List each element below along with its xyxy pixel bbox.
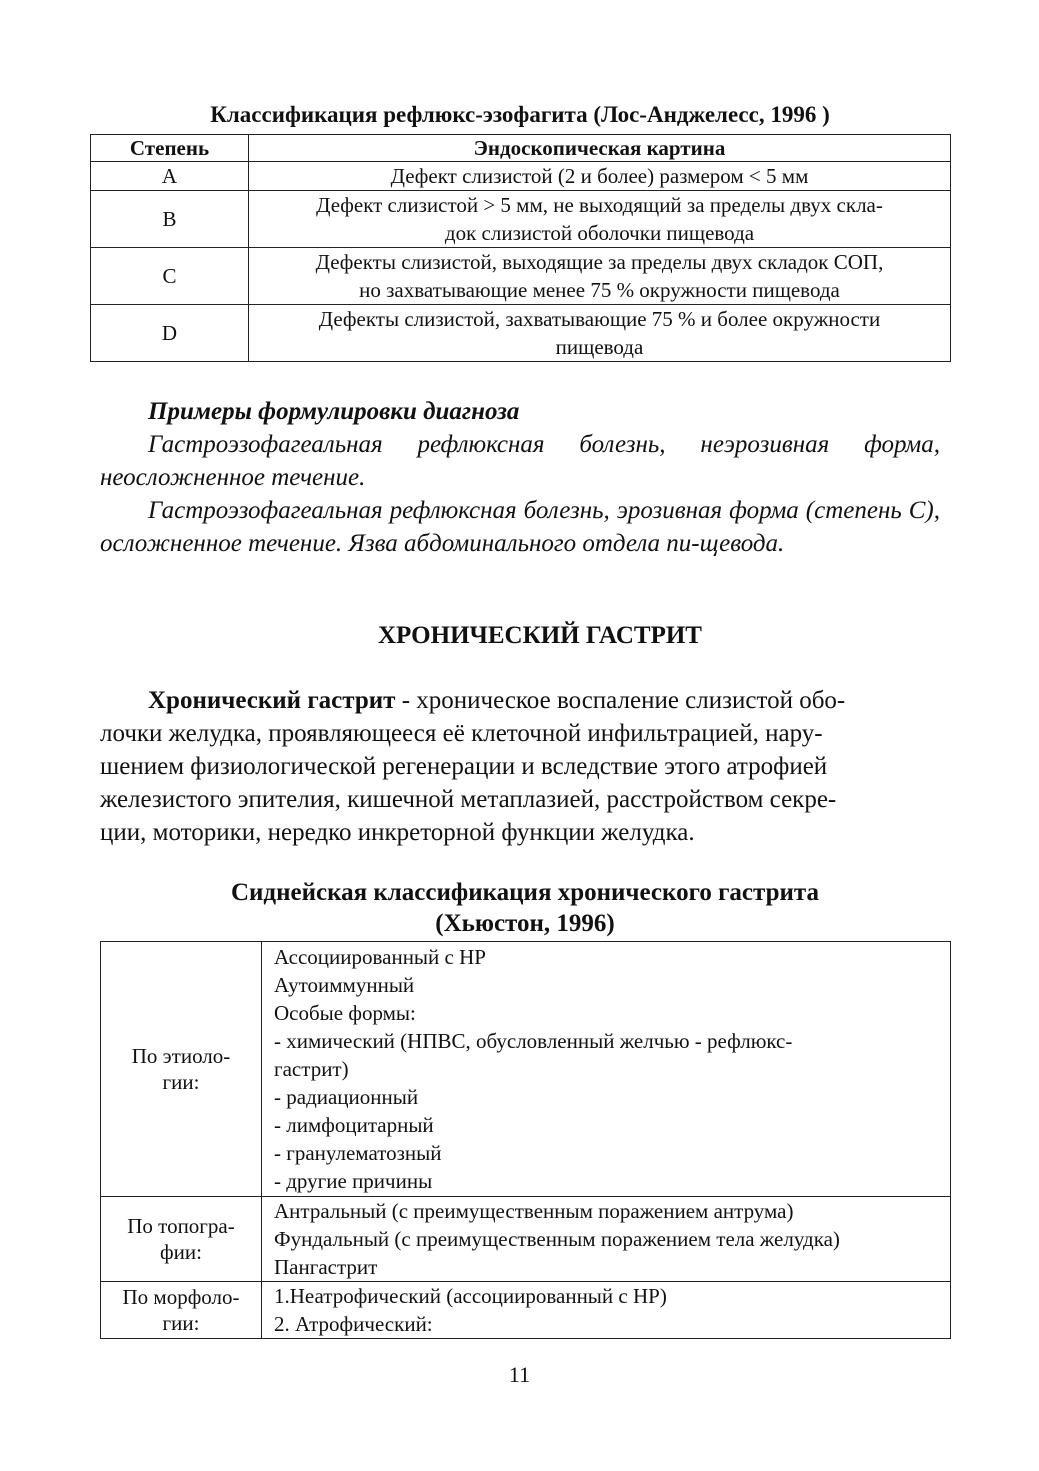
table1-header-picture: Эндоскопическая картина <box>249 135 951 162</box>
classification-cell <box>262 1197 951 1282</box>
example-paragraph: Гастроэзофагеальная рефлюксная болезнь, эрозивная форма (степень С), осложненное течение. Язва абдоминального отдела пи-щевода. <box>100 497 940 557</box>
table2-title-line: Сиднейская классификация хронического гастрита <box>230 879 820 906</box>
sydney-classification-table <box>100 941 951 1339</box>
description-line: Дефекты слизистой, выходящие за пределы двух складок СОП, <box>315 250 884 274</box>
classification-line: 1.Неатрофический (ассоциированный с НР) <box>274 1284 667 1308</box>
classification-line: - гранулематозный <box>274 1141 442 1165</box>
definition-paragraph <box>100 684 940 849</box>
definition-line <box>100 684 940 717</box>
definition-text: - хроническое воспаление слизистой обо- <box>395 687 846 714</box>
classification-line: Аутоиммунный <box>274 973 415 997</box>
criterion-cell <box>101 942 262 1197</box>
criterion-cell <box>101 1197 262 1282</box>
criterion-line: По топогра- <box>127 1214 235 1238</box>
reflux-esophagitis-table <box>90 134 951 362</box>
table-row <box>91 248 951 305</box>
classification-line: Антральный (с преимущественным поражением антрума) <box>274 1199 794 1223</box>
definition-line: железистого эпителия, кишечной метаплазией, расстройством секре- <box>100 786 837 813</box>
classification-line: 2. Атрофический: <box>274 1312 433 1336</box>
page-number: 11 <box>508 1362 531 1387</box>
table-row <box>101 942 951 1197</box>
table2-title <box>100 877 950 939</box>
table-row <box>91 162 951 191</box>
classification-line: - лимфоцитарный <box>274 1113 434 1137</box>
criterion-line: гии: <box>162 1070 200 1094</box>
table-row <box>91 191 951 248</box>
definition-line: ции, моторики, нередко инкреторной функции желудка. <box>100 819 695 846</box>
description-line: Дефект слизистой (2 и более) размером < 5 мм <box>390 164 809 188</box>
classification-line: гастрит) <box>274 1057 349 1081</box>
example-paragraph: Гастроэзофагеальная рефлюксная болезнь, неэрозивная форма, неосложненное течение. <box>100 431 940 491</box>
definition-line: шением физиологической регенерации и вследствие этого атрофией <box>100 753 828 780</box>
definition-term: Хронический гастрит <box>148 687 396 714</box>
classification-line: - другие причины <box>274 1169 433 1193</box>
table-row <box>91 305 951 362</box>
description-line: док слизистой оболочки пищевода <box>444 221 755 245</box>
examples-heading: Примеры формулировки диагноза <box>148 398 520 425</box>
description-cell <box>249 162 951 191</box>
criterion-line: гии: <box>162 1311 200 1335</box>
section-heading: ХРОНИЧЕСКИЙ ГАСТРИТ <box>378 622 702 649</box>
description-cell <box>249 191 951 248</box>
examples-body <box>100 428 940 560</box>
description-cell <box>249 248 951 305</box>
criterion-line: По этиоло- <box>131 1044 231 1068</box>
criterion-cell <box>101 1282 262 1339</box>
table-row <box>101 1282 951 1339</box>
classification-line: Пангастрит <box>274 1255 378 1279</box>
criterion-line: По морфоло- <box>122 1285 240 1309</box>
classification-line: - химический (НПВС, обусловленный желчью - рефлюкс- <box>274 1029 793 1053</box>
description-line: но захватывающие менее 75 % окружности пищевода <box>359 278 840 302</box>
grade-cell: B <box>91 191 249 248</box>
table-row <box>101 1197 951 1282</box>
classification-line: - радиационный <box>274 1085 419 1109</box>
criterion-line: фии: <box>160 1240 202 1264</box>
classification-line: Особые формы: <box>274 1001 416 1025</box>
description-cell <box>249 305 951 362</box>
table1-header-grade: Степень <box>91 135 249 162</box>
table2-title-line: (Хьюстон, 1996) <box>435 910 615 937</box>
description-line: пищевода <box>555 335 644 359</box>
description-line: Дефект слизистой > 5 мм, не выходящий за пределы двух скла- <box>316 193 883 217</box>
classification-line: Фундальный (с преимущественным поражением тела желудка) <box>274 1227 840 1251</box>
classification-cell <box>262 1282 951 1339</box>
classification-cell <box>262 942 951 1197</box>
description-line: Дефекты слизистой, захватывающие 75 % и более окружности <box>318 307 881 331</box>
grade-cell: A <box>91 162 249 191</box>
table1-title: Классификация рефлюкс-эзофагита (Лос-Анджелесс, 1996 ) <box>210 102 830 127</box>
classification-line: Ассоциированный с НР <box>274 945 486 969</box>
definition-line: лочки желудка, проявляющееся её клеточной инфильтрацией, нару- <box>100 720 823 747</box>
grade-cell: C <box>91 248 249 305</box>
grade-cell: D <box>91 305 249 362</box>
